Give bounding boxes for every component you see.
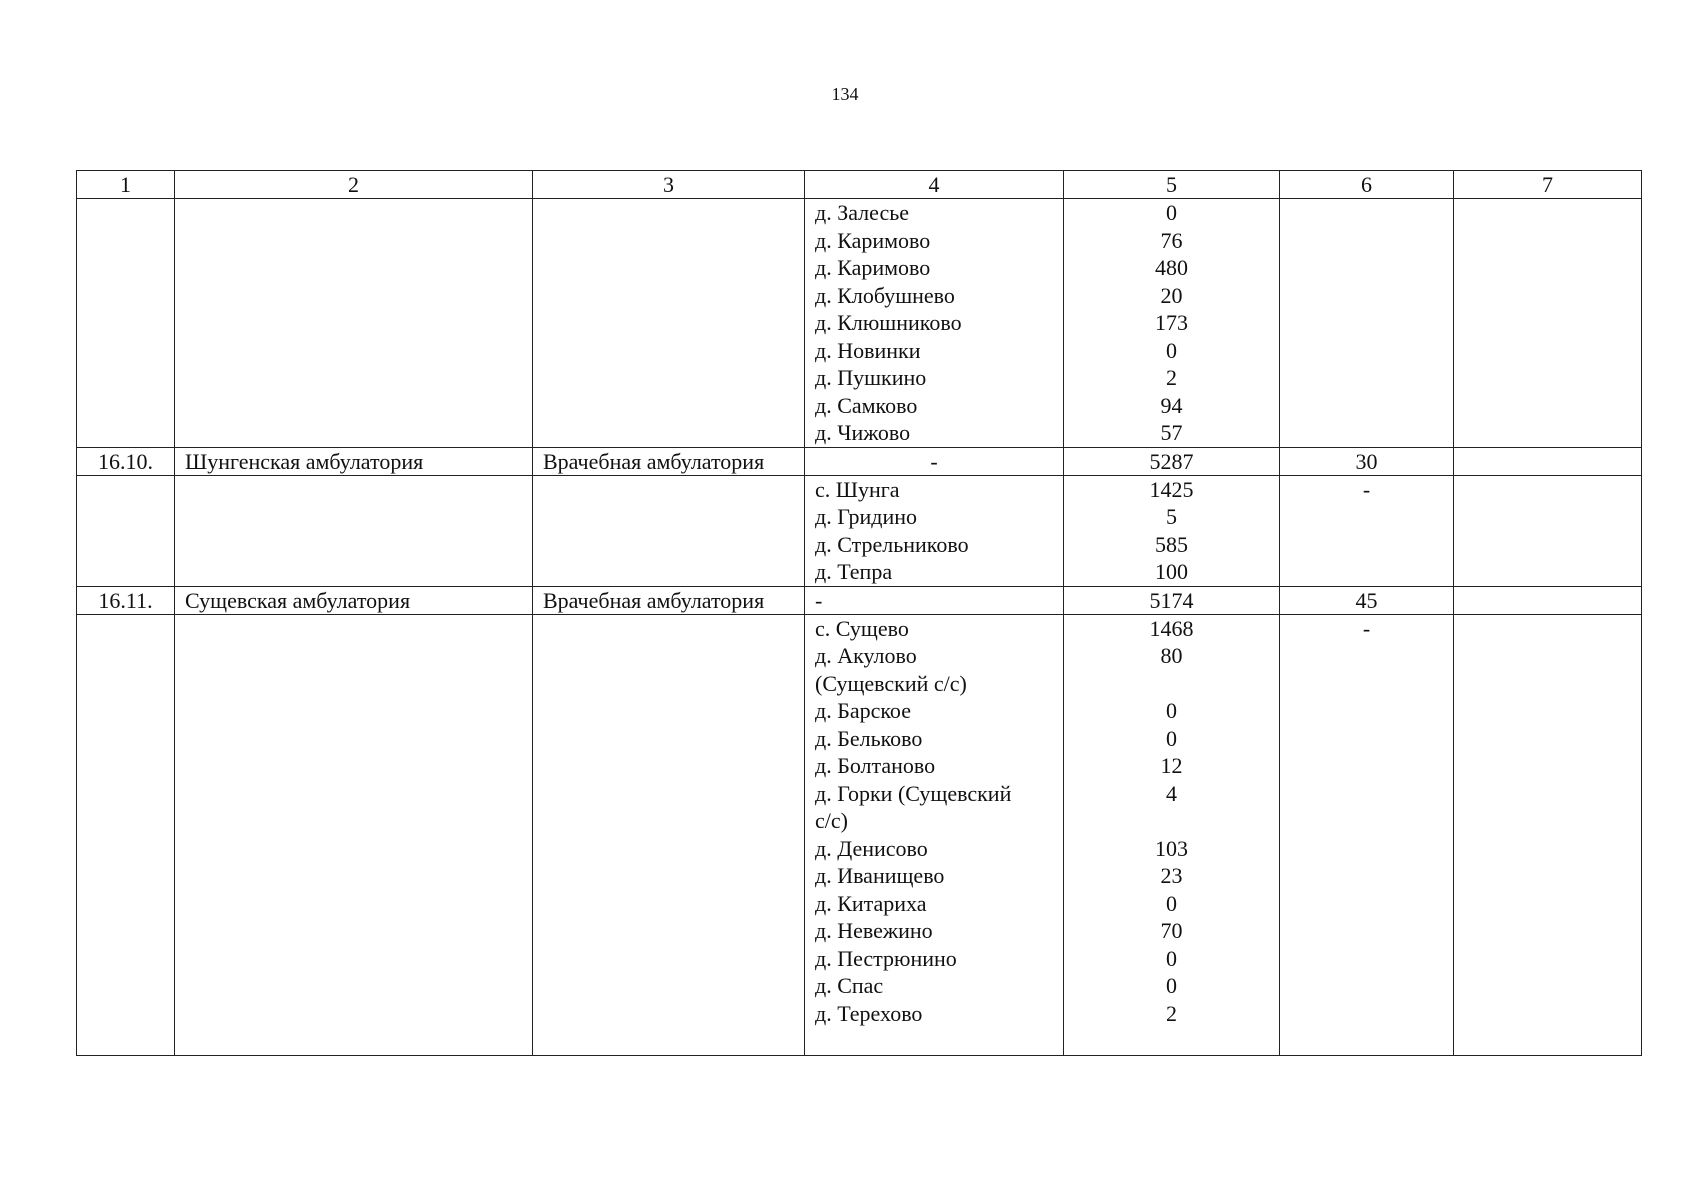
col7-value: [1454, 447, 1642, 475]
header-row: [77, 171, 1642, 199]
table-row-16-10: [77, 447, 1642, 475]
data-table: [76, 170, 1642, 1056]
settlement-value: 23: [1160, 863, 1183, 888]
settlement-name: д. Клобушнево: [815, 282, 955, 308]
header-col-1: 1: [77, 171, 175, 199]
col6-value: 30: [1280, 447, 1454, 475]
settlement-names: [805, 199, 1064, 448]
spacer: [815, 1027, 1053, 1055]
cell-name: [175, 199, 533, 448]
settlement-value: 0: [1166, 200, 1177, 225]
settlement-values: [1064, 614, 1280, 1055]
settlement-name: д. Болтаново: [815, 753, 936, 778]
settlement-values: [1064, 199, 1280, 448]
settlement-value: 2: [1166, 1000, 1177, 1026]
settlements-row-16-11: [77, 614, 1642, 1055]
settlement-name: д. Горки (Сущевский: [815, 780, 1012, 806]
cell-type: [533, 199, 805, 448]
settlement-name: д. Самково: [815, 392, 918, 418]
cell-num: [77, 614, 175, 1055]
sub-col6-value: -: [1362, 615, 1371, 641]
settlement-value: 0: [1166, 890, 1177, 916]
settlement-value: 12: [1160, 753, 1183, 778]
settlement-names: [805, 475, 1064, 586]
settlement-name: д. Пестрюнино: [815, 945, 957, 971]
header-col-5: 5: [1064, 171, 1280, 199]
settlement-value: 80: [1160, 643, 1183, 668]
settlement-value: [1074, 807, 1269, 835]
settlement-value: 103: [1155, 835, 1188, 861]
sub-col6-value: -: [1362, 476, 1371, 502]
row-number: 16.11.: [77, 586, 175, 614]
cell-num: [77, 475, 175, 586]
header-col-6: 6: [1280, 171, 1454, 199]
facility-type: Врачебная амбулатория: [533, 586, 805, 614]
page-number: 134: [831, 84, 859, 104]
settlement-value: 173: [1155, 310, 1188, 335]
cell-col7: [1454, 199, 1642, 448]
settlement-name: д. Терехово: [815, 1000, 923, 1026]
settlement-name: д. Тепра: [815, 559, 893, 584]
settlement-name: д. Пушкино: [815, 365, 927, 390]
settlement-value: 94: [1160, 392, 1183, 418]
cell-col6: [1280, 614, 1454, 1055]
col7-value: [1454, 586, 1642, 614]
settlement-value: 57: [1160, 420, 1183, 445]
cell-name: [175, 475, 533, 586]
settlement-name: д. Клюшниково: [815, 310, 962, 335]
cell-num: [77, 199, 175, 448]
cell-col7: [1454, 614, 1642, 1055]
settlements-row-16-10: [77, 475, 1642, 586]
header-col-7: 7: [1454, 171, 1642, 199]
settlement-value: 0: [1166, 973, 1177, 998]
settlement-name: с/с): [815, 808, 848, 833]
settlement-name: д. Залесье: [815, 200, 910, 225]
facility-type: Врачебная амбулатория: [533, 447, 805, 475]
cell-type: [533, 614, 805, 1055]
settlement-value: 1425: [1149, 476, 1194, 502]
settlement-name: д. Китариха: [815, 890, 927, 916]
settlement-value: 480: [1155, 255, 1188, 280]
settlement-value: 0: [1166, 337, 1177, 363]
facility-name: Сущевская амбулатория: [175, 586, 533, 614]
settlement-name: д. Акулово: [815, 643, 917, 668]
continuation-row: [77, 199, 1642, 448]
settlement-name: д. Спас: [815, 973, 884, 998]
settlement-names: [805, 614, 1064, 1055]
settlement-name: д. Стрельниково: [815, 531, 969, 557]
settlement-name: д. Новинки: [815, 337, 921, 363]
settlement-name: д. Иванищево: [815, 863, 945, 888]
cell-col6: [1280, 475, 1454, 586]
settlement-value: 0: [1166, 725, 1177, 751]
settlement-value: 20: [1160, 282, 1183, 308]
settlement-value: 0: [1166, 698, 1177, 723]
settlement-value: 2: [1166, 365, 1177, 390]
header-col-3: 3: [533, 171, 805, 199]
table-row-16-11: [77, 586, 1642, 614]
settlement-name: с. Шунга: [815, 476, 900, 502]
settlement-value: 585: [1155, 531, 1188, 557]
settlement-name: д. Гридино: [815, 504, 918, 529]
settlement-value: 76: [1160, 227, 1183, 253]
settlement-name: д. Денисово: [815, 835, 928, 861]
settlement-value: [1074, 670, 1269, 698]
settlement-name: д. Невежино: [815, 918, 933, 943]
settlement-name: с. Сущево: [815, 615, 909, 641]
col5-value: 5174: [1064, 586, 1280, 614]
settlement-value: 5: [1166, 504, 1177, 529]
settlement-name: д. Каримово: [815, 255, 931, 280]
settlement-value: 1468: [1149, 615, 1194, 641]
col6-value: 45: [1280, 586, 1454, 614]
settlement-name: д. Каримово: [815, 227, 931, 253]
settlement-value: 70: [1160, 918, 1183, 943]
settlement-value: 100: [1155, 559, 1188, 584]
settlement-name: д. Чижово: [815, 420, 911, 445]
cell-col6: [1280, 199, 1454, 448]
col4-value: -: [805, 586, 1064, 614]
col4-value: -: [805, 447, 1064, 475]
header-col-2: 2: [175, 171, 533, 199]
cell-name: [175, 614, 533, 1055]
settlement-values: [1064, 475, 1280, 586]
settlement-value: 0: [1166, 945, 1177, 971]
cell-type: [533, 475, 805, 586]
col5-value: 5287: [1064, 447, 1280, 475]
settlement-value: 4: [1166, 780, 1177, 806]
row-number: 16.10.: [77, 447, 175, 475]
facility-name: Шунгенская амбулатория: [175, 447, 533, 475]
settlement-name: д. Барское: [815, 698, 911, 723]
cell-col7: [1454, 475, 1642, 586]
settlement-name: (Сущевский с/с): [815, 670, 967, 696]
header-col-4: 4: [805, 171, 1064, 199]
settlement-name: д. Бельково: [815, 725, 923, 751]
